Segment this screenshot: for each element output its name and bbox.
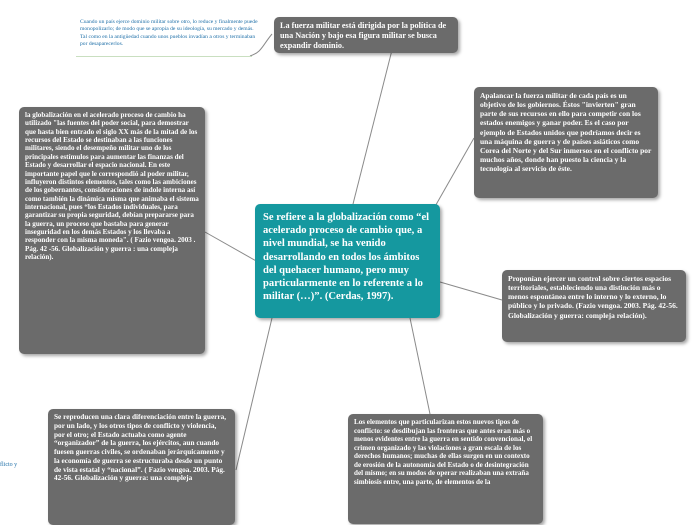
- topic-globalization-military-state[interactable]: la globalización en el acelerado proceso de cambio ha utilizado "las fuentes del poder social, para demostrar que hasta bien entrado el siglo XX más de la mitad de los recursos del Estado se destinaban a las funciones militares, siendo el desempeño militar uno de los principales estímulos para aumentar las finanzas del Estado y desarrollar el espacio nacional. En este importante papel que le correspondió al poder militar, influyeron distintos elementos, tales como las ambiciones de los gobernantes, consideraciones de índole interna así como también la dinámica misma que animaba el sistema internacional, pues “los Estados individuales, para garantizar su propia seguridad, debían prepararse para la guerra, un proceso que bastaba para generar inseguridad en los demás Estados y los llevaba a responder con la misma moneda". ( Fazio vengoa. 2003 . Pág. 42 -56. Globalización y guerra : una compleja relación).: [19, 107, 205, 354]
- connector-left: [205, 232, 258, 262]
- note-underline: [76, 56, 252, 57]
- connector-top: [353, 50, 392, 204]
- connector-bottom-left: [236, 318, 272, 470]
- central-topic[interactable]: Se refiere a la globalización como “el acelerado proceso de cambio que, a nivel mundial, se ha venido desarrollando en todos los ámbitos del quehacer humano, pero muy particularmente en lo referente a lo militar (…)”. (Cerdas, 1997).: [255, 204, 440, 318]
- topic-war-differentiation[interactable]: Se reproducen una clara diferenciación entre la guerra, por un lado, y los otros tipos de conflicto y violencia, por el otro; el Estado actuaba como agente “organizador” de la guerra, los ejércitos, aun cuando fuesen guerras civiles, se ordenaban jerárquicamente y la economía de guerra se estructuraba desde un punto de vista estatal y “nacional”. ( Fazio vengoa. 2003. Pág. 42-56. Globalización y guerra: una compleja: [48, 409, 235, 525]
- connector-right-mid: [440, 282, 502, 300]
- topic-new-conflicts[interactable]: Los elementos que particularizan estos nuevos tipos de conflicto: se desdibujan las fronteras que antes eran más o menos evidentes entre la guerra en sentido convencional, el crimen organizado y las violaciones a gran escala de los derechos humanos; muchas de ellas surgen en un contexto de erosión de la autonomía del Estado o de desintegración del mismo; en su modos de operar realizaban una extraña simbiosis entre, una parte, de elementos de la: [348, 414, 543, 524]
- note-military-dominance: Cuando un país ejerce dominio militar sobre otro, lo reduce y finalmente puede monopolizarlo; de modo que se apropia de su ideología, su mercado y demás. Tal como en la antigüedad cuando unos pueblos invadían a otros y terminaban por desaparecerlos.: [80, 19, 258, 47]
- edge-note-fragment: flicto y: [0, 462, 18, 468]
- connector-bottom-right: [410, 318, 430, 414]
- topic-political-military-force[interactable]: La fuerza militar está dirigida por la política de una Nación y bajo esa figura militar se busca expandir dominio.: [274, 17, 458, 53]
- topic-territorial-control[interactable]: Proponían ejercer un control sobre ciertos espacios territoriales, estableciendo una distinción más o menos espontánea entre lo interno y lo externo, lo público y lo privado. (Fazio vengoa. 2003. Pág. 42-56. Globalización y guerra: compleja relación).: [502, 270, 686, 342]
- connector-right-top: [433, 138, 474, 210]
- topic-military-leverage[interactable]: Apalancar la fuerza militar de cada país es un objetivo de los gobiernos. Éstos "invierten" gran parte de sus recursos en ello para competir con los estados enemigos y ganar poder. Es el caso por ejemplo de Estados unidos que podríamos decir es una máquina de guerra y de países asiáticos como Corea del Norte y del Sur inmersos en el conflicto por muchos años, donde han puesto la ciencia y la tecnología al servicio de éste.: [474, 87, 658, 198]
